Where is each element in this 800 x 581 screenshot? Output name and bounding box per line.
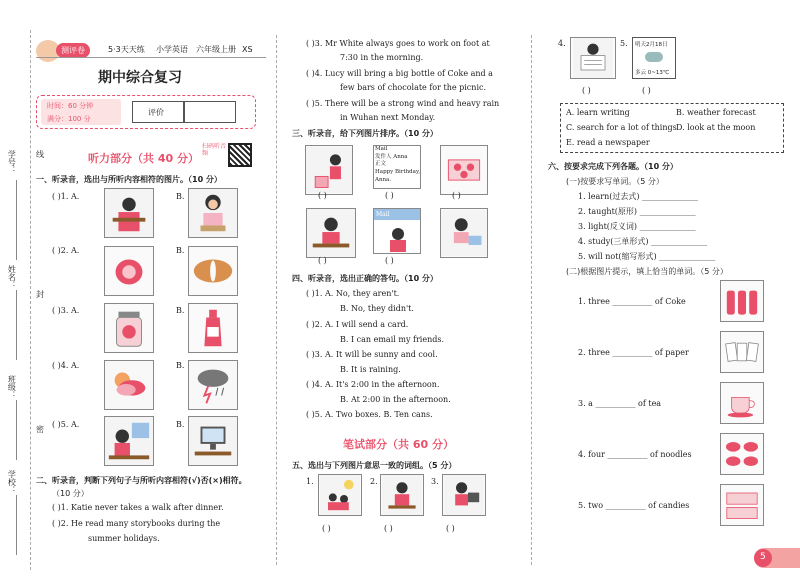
q5-bracket-5[interactable]: ( ): [642, 86, 651, 95]
q4-title: 四、听录音，选出正确的答句。（10 分）: [292, 274, 438, 283]
q1-item-1: ( )1. A.: [52, 192, 80, 201]
moon-people-picture: [318, 474, 362, 516]
q1-item-5: ( )5. A.: [52, 420, 80, 429]
word-1[interactable]: 1. learn(过去式) ______________: [578, 192, 698, 201]
q2-item-3-cont: 7:30 in the morning.: [340, 53, 424, 62]
column-divider-1: [276, 35, 277, 565]
qr-code-icon[interactable]: [228, 143, 252, 167]
header-rule: [36, 57, 266, 58]
q5-bracket-3[interactable]: ( ): [446, 524, 455, 533]
coke-bottles-picture: [720, 280, 764, 322]
q2-title: 二、听录音，判断下列句子与所听内容相符(√)否(×)相符。: [36, 476, 247, 485]
fill-2[interactable]: 2. three __________ of paper: [578, 348, 689, 357]
option-b: B. weather forecast: [676, 108, 756, 117]
card-from: 发件人 Anna: [375, 153, 408, 160]
q5-num-5: 5.: [620, 39, 628, 48]
q4-line-2: B. No, they didn't.: [340, 304, 414, 313]
eval-label: 评价: [148, 108, 164, 117]
q4-line-1: ( )1. A. No, they aren't.: [306, 289, 400, 298]
weather-temp: 多云 0~13℃: [635, 70, 670, 76]
storm-cloud-picture: [188, 360, 238, 410]
grade-label: 六年级上册: [196, 45, 236, 54]
q2-item-5: ( )5. There will be a strong wind and heavy rain: [306, 99, 500, 108]
sun-cloud-picture: [104, 360, 154, 410]
q1-b-4: B.: [176, 361, 185, 370]
class-label: 班级：: [7, 375, 17, 399]
badge: 测评卷: [56, 43, 90, 58]
noodle-bowls-picture: [720, 433, 764, 475]
q5-bracket-4[interactable]: ( ): [582, 86, 591, 95]
q4-line-6: B. It is raining.: [340, 365, 401, 374]
girl-with-gift-picture: [305, 145, 353, 195]
q4-line-4: B. I can email my friends.: [340, 335, 445, 344]
card-to: 正文: [375, 161, 387, 168]
q4-line-5: ( )3. A. It will be sunny and cool.: [306, 350, 438, 359]
page-number: 5: [760, 552, 766, 562]
computer-desk-picture: [188, 416, 238, 466]
name-line: [16, 290, 17, 360]
page-title: 期中综合复习: [98, 70, 182, 86]
school-label: 学校：: [7, 470, 17, 494]
q1-b-1: B.: [176, 192, 185, 201]
q5-title: 五、选出与下列图片意思一致的词组。（5 分）: [292, 461, 457, 470]
seal-line-mark: 线: [36, 150, 44, 159]
name-label: 姓名：: [7, 265, 17, 289]
paper-sheets-picture: [720, 331, 764, 373]
score-label: 满分：100 分: [47, 115, 91, 123]
q5-bracket-1[interactable]: ( ): [322, 524, 331, 533]
q2-item-3: ( )3. Mr White always goes to work on foot at: [306, 39, 490, 48]
qr-caption: 扫码听音频: [202, 143, 227, 158]
q4-line-7: ( )4. A. It's 2:00 in the afternoon.: [306, 380, 440, 389]
edition-label: XS: [242, 45, 253, 54]
card-mail: Mail: [375, 146, 388, 152]
q3-bracket-5[interactable]: ( ): [385, 256, 394, 265]
q2-score: （10 分）: [52, 489, 89, 498]
email-card-text: [375, 146, 420, 184]
q1-item-2: ( )2. A.: [52, 246, 80, 255]
q5-num-3: 3.: [431, 477, 439, 486]
word-4[interactable]: 4. study(三单形式) ______________: [578, 237, 708, 246]
boy-newspaper-picture: [570, 37, 616, 79]
q2-item-2: ( )2. He read many storybooks during the: [52, 519, 221, 528]
option-a: A. learn writing: [566, 108, 630, 117]
weather-date: 明天2月18日: [635, 42, 668, 48]
q3-bracket-4[interactable]: ( ): [318, 256, 327, 265]
fill-3[interactable]: 3. a __________ of tea: [578, 399, 662, 408]
cloud-icon: [645, 52, 663, 62]
q4-line-8: B. At 2:00 in the afternoon.: [340, 395, 451, 404]
word-2[interactable]: 2. taught(原形) ______________: [578, 207, 696, 216]
q3-bracket-3[interactable]: ( ): [452, 191, 461, 200]
mail-picture: [373, 208, 421, 254]
binding-line: [30, 30, 31, 570]
option-c: C. search for a lot of things: [566, 123, 677, 132]
time-label: 时间：60 分钟: [47, 102, 94, 110]
q6-sub2: (二)根据图片提示，填上恰当的单词。（5 分）: [566, 267, 728, 276]
student-no-line: [16, 180, 17, 260]
q3-title: 三、听录音，给下列图片排序。（10 分）: [292, 129, 438, 138]
card-anna: Anna.: [375, 176, 392, 183]
q5-bracket-2[interactable]: ( ): [384, 524, 393, 533]
school-line: [16, 495, 17, 555]
jar-picture: [104, 303, 154, 353]
q1-item-3: ( )3. A.: [52, 306, 80, 315]
student-no-label: 学号：: [7, 150, 17, 174]
q5-num-1: 1.: [306, 477, 314, 486]
word-3[interactable]: 3. light(反义词) ______________: [578, 222, 696, 231]
q1-item-4: ( )4. A.: [52, 361, 80, 370]
q5-num-4: 4.: [558, 39, 566, 48]
q2-item-2-cont: summer holidays.: [88, 534, 160, 543]
q3-bracket-1[interactable]: ( ): [318, 191, 327, 200]
boy-writing-picture: [306, 208, 356, 258]
seal-secret-mark: 密: [36, 425, 44, 434]
subject-label: 小学英语: [156, 45, 188, 54]
fill-1[interactable]: 1. three __________ of Coke: [578, 297, 686, 306]
eval-input[interactable]: [184, 101, 236, 123]
q2-item-4: ( )4. Lucy will bring a big bottle of Coke and a: [306, 69, 493, 78]
ham-picture: [104, 246, 154, 296]
series-label: 5·3天天练: [108, 45, 145, 54]
q4-line-9: ( )5. A. Two boxes. B. Ten cans.: [306, 410, 433, 419]
class-line: [16, 400, 17, 460]
option-d: D. look at the moon: [676, 123, 756, 132]
q1-b-5: B.: [176, 420, 185, 429]
q5-num-2: 2.: [370, 477, 378, 486]
q2-item-1: ( )1. Katie never takes a walk after dinner.: [52, 503, 224, 512]
candy-boxes-picture: [720, 484, 764, 526]
boy-computer-picture: [442, 474, 486, 516]
word-5[interactable]: 5. will not(缩写形式) ______________: [578, 252, 716, 261]
q3-bracket-2[interactable]: ( ): [385, 191, 394, 200]
q6-title: 六、按要求完成下列各题。（10 分）: [548, 162, 678, 171]
girl-reading-picture: [440, 208, 488, 258]
mail-header: Mail: [374, 209, 420, 220]
q4-line-3: ( )2. A. I will send a card.: [306, 320, 409, 329]
boy-writing-2-picture: [380, 474, 424, 516]
q1-title: 一、听录音，选出与所听内容相符的图片。（10 分）: [36, 175, 222, 184]
fill-5[interactable]: 5. two __________ of candies: [578, 501, 690, 510]
q1-b-2: B.: [176, 246, 185, 255]
q6-sub1: (一)按要求写单词。（5 分）: [566, 177, 664, 186]
fill-4[interactable]: 4. four __________ of noodles: [578, 450, 692, 459]
card-happy: Happy Birthday,: [375, 169, 421, 176]
column-divider-2: [531, 35, 532, 565]
q2-item-5-cont: in Wuhan next Monday.: [340, 113, 436, 122]
kid-with-book-picture: [104, 188, 154, 238]
option-e: E. read a newspaper: [566, 138, 650, 147]
peanut-picture: [188, 246, 238, 296]
cakes-picture: [440, 145, 488, 195]
writing-title: 笔试部分（共 60 分）: [343, 438, 454, 451]
listening-title: 听力部分（共 40 分）: [88, 152, 199, 165]
seal-mark: 封: [36, 290, 44, 299]
q2-item-4-cont: few bars of chocolate for the picnic.: [340, 83, 487, 92]
q1-b-3: B.: [176, 306, 185, 315]
girl-with-book-picture: [188, 188, 238, 238]
teacup-picture: [720, 382, 764, 424]
boy-at-desk-picture: [104, 416, 154, 466]
ketchup-bottle-picture: [188, 303, 238, 353]
